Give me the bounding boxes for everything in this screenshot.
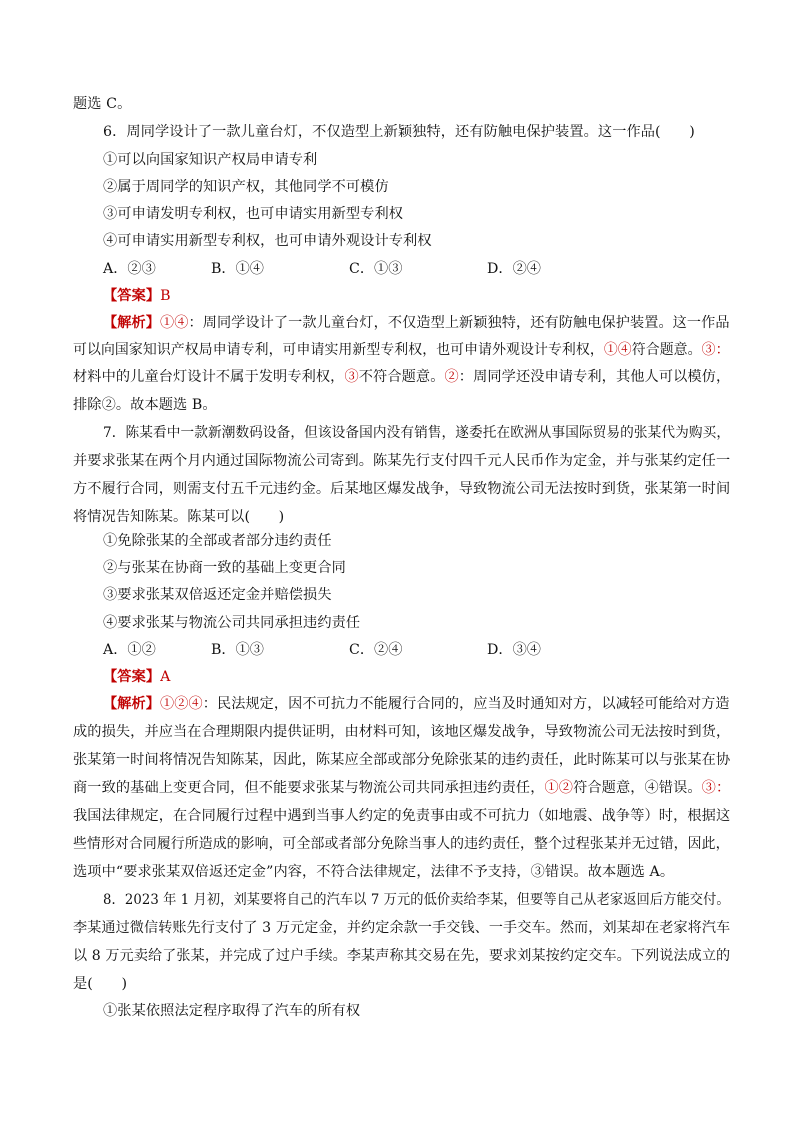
previous-answer-tail: 题选 C。: [73, 96, 132, 112]
q7-option-a: A．①②: [103, 642, 156, 658]
q7-analysis-line-4: [73, 778, 730, 798]
q6-item-2: ②属于周同学的知识产权，其他同学不可模仿: [103, 179, 389, 195]
analysis-label: 【解析】: [103, 696, 160, 712]
analysis-text: 商一致的基础上变更合同，但不能要求张某与物流公司共同承担违约责任，: [73, 780, 545, 796]
q6-analysis-line-4: 排除②。故本题选 B。: [73, 397, 217, 413]
analysis-marker: ①②: [544, 780, 574, 796]
q6-analysis-line-1: [103, 313, 730, 333]
q7-analysis-line-7: 选项中“要求张某双倍返还定金”内容，不符合法律规定，法律不予支持，③错误。故本题选 A。: [73, 864, 675, 880]
answer-label: 【答案】: [103, 669, 161, 685]
analysis-marker: ①④: [603, 342, 632, 358]
q7-analysis-line-5: 我国法律规定，在合同履行过程中遇到当事人约定的免责事由或不可抗力（如地震、战争等）时，根据这: [73, 808, 731, 824]
q6-answer: [103, 286, 171, 306]
analysis-marker: ②: [444, 369, 459, 385]
q7-option-c: C．②④: [349, 642, 403, 658]
q6-stem: 6．周同学设计了一款儿童台灯，不仅造型上新颖独特，还有防触电保护装置。这一作品( ): [103, 124, 695, 140]
analysis-text: 符合题意。: [631, 342, 702, 358]
q8-stem-line-3: 以 8 万元卖给了张某，并完成了过户手续。李某声称其交易在先，要求刘某按约定交车。下列说法成立的: [73, 948, 731, 964]
q6-item-1: ①可以向国家知识产权局申请专利: [103, 152, 318, 168]
analysis-text: 可以向国家知识产权局申请专利，可申请实用新型专利权，也可申请外观设计专利权，: [73, 342, 604, 358]
q6-analysis-line-2: [73, 340, 730, 360]
q7-item-3: ③要求张某双倍返还定金并赔偿损失: [103, 587, 332, 603]
q7-option-d: D．③④: [487, 642, 541, 658]
q6-option-a: A．②③: [103, 261, 156, 277]
q6-item-3: ③可申请发明专利权，也可申请实用新型专利权: [103, 206, 404, 222]
q6-option-c: C．①③: [349, 261, 403, 277]
q6-option-b: B．①④: [211, 261, 264, 277]
q7-analysis-line-6: 些情形对合同履行所造成的影响，可全部或者部分免除当事人的违约责任，整个过程张某并无过错，因此，: [73, 836, 730, 852]
q8-stem-line-2: 李某通过微信转账先行支付了 3 万元定金，并约定余款一手交钱、一手交车。然而，刘某却在老家将汽车: [73, 920, 731, 936]
analysis-text: 符合题意，④错误。: [573, 780, 702, 796]
q7-stem-line-1: 7．陈某看中一款新潮数码设备，但该设备国内没有销售，遂委托在欧洲从事国际贸易的张某代为购买，: [103, 425, 731, 441]
analysis-text: 不符合题意。: [358, 369, 445, 385]
analysis-text: ：周同学还没申请专利，其他人可以模仿，: [458, 369, 731, 385]
q7-stem-line-2: 并要求张某在两个月内通过国际物流公司寄到。陈某先行支付四千元人民币作为定金，并与张某约定任一: [73, 453, 731, 469]
q7-analysis-line-1: [103, 694, 730, 714]
analysis-text: ：民法规定，因不可抗力不能履行合同的，应当及时通知对方，以减轻可能给对方造: [202, 696, 730, 712]
analysis-text: ：周同学设计了一款儿童台灯，不仅造型上新颖独特，还有防触电保护装置。这一作品: [188, 315, 730, 331]
q7-option-b: B．①③: [211, 642, 264, 658]
answer-label: 【答案】: [103, 288, 161, 304]
q8-stem-line-4: 是( ): [73, 976, 128, 992]
q7-analysis-line-3: 张某第一时间将情况告知陈某，因此，陈某应全部或部分免除张某的违约责任，此时陈某可以与张某在协: [73, 752, 731, 768]
analysis-text: 材料中的儿童台灯设计不属于发明专利权，: [73, 369, 345, 385]
analysis-marker: ③：: [701, 780, 731, 796]
q7-item-2: ②与张某在协商一致的基础上变更合同: [103, 560, 346, 576]
analysis-marker: ①④: [159, 315, 189, 331]
q7-answer: [103, 667, 171, 687]
q8-item-1: ①张某依照法定程序取得了汽车的所有权: [103, 1003, 361, 1019]
analysis-label: 【解析】: [103, 315, 160, 331]
q6-analysis-line-3: 材料中的儿童台灯设计不属于发明专利权，③不符合题意。②：周同学还没申请专利，其他人可以模仿，: [73, 369, 731, 385]
analysis-marker: ①②④: [159, 696, 203, 712]
q7-stem-line-3: 方不履行合同，则需支付五千元违约金。后某地区爆发战争，导致物流公司无法按时到货，张某第一时间: [73, 481, 731, 497]
q7-item-1: ①免除张某的全部或者部分违约责任: [103, 533, 332, 549]
q7-stem-line-4: 将情况告知陈某。陈某可以( ): [73, 509, 285, 525]
answer-value: B: [160, 288, 171, 304]
q6-option-d: D．②④: [487, 261, 541, 277]
q7-item-4: ④要求张某与物流公司共同承担违约责任: [103, 615, 361, 631]
q6-item-4: ④可申请实用新型专利权，也可申请外观设计专利权: [103, 233, 432, 249]
q7-analysis-line-2: 成的损失，并应当在合理期限内提供证明，由材料可知，该地区爆发战争，导致物流公司无法按时到货，: [73, 724, 731, 740]
q8-stem-line-1: 8．2023 年 1 月初，刘某要将自己的汽车以 7 万元的低价卖给李某，但要等自己从老家返回后方能交付。: [103, 892, 730, 908]
analysis-marker: ③：: [701, 342, 730, 358]
answer-value: A: [160, 669, 171, 685]
